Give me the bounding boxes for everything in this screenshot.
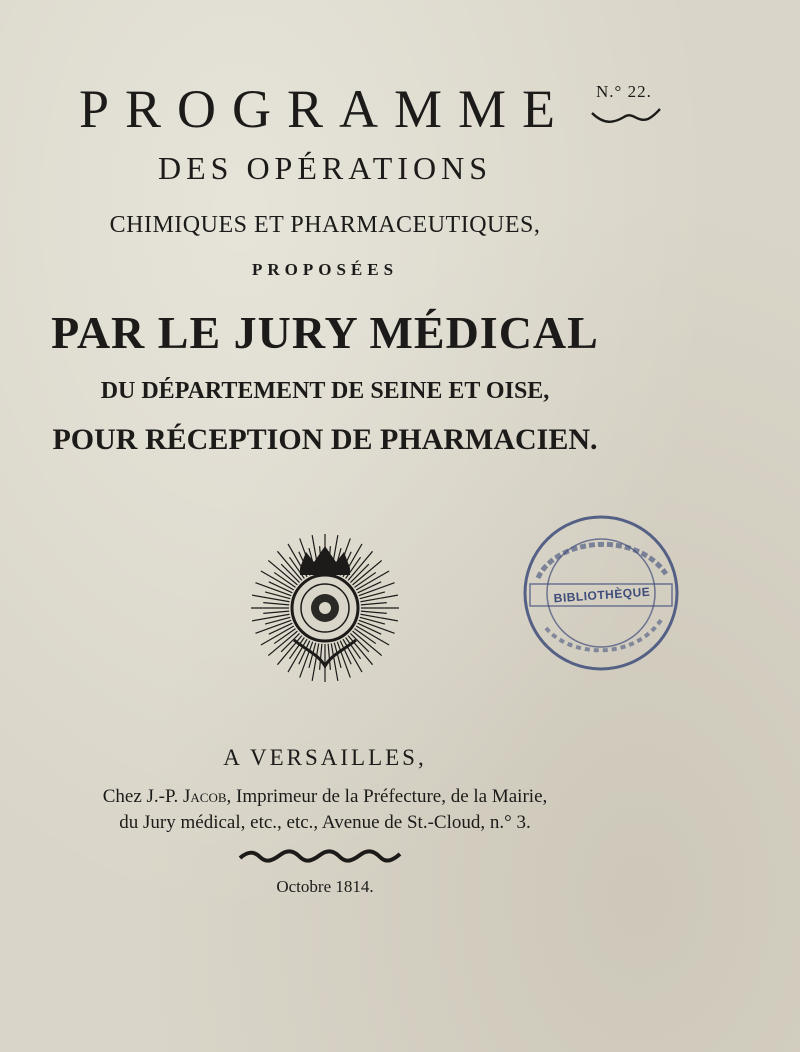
vignette-ray (263, 603, 289, 605)
vignette-ray (356, 626, 389, 645)
ornamental-rule (238, 849, 402, 863)
vignette-ray (277, 551, 301, 580)
imprint-date: Octobre 1814. (276, 877, 374, 896)
vignette-ray (331, 643, 338, 680)
vignette-ray (353, 631, 382, 655)
stamp-label: BIBLIOTHÈQUE (553, 584, 651, 606)
title-departement: DU DÉPARTEMENT DE SEINE ET OISE, (100, 378, 550, 404)
imprint-printer-line2: du Jury médical, etc., etc., Avenue de St.-Cloud, n.° 3. (119, 812, 531, 833)
document-number: N.° 22. (596, 82, 652, 101)
title-jury-medical: PAR LE JURY MÉDICAL (51, 307, 599, 358)
vignette-ray (261, 571, 294, 590)
title-reception: POUR RÉCEPTION DE PHARMACIEN. (52, 423, 598, 456)
number-flourish (590, 103, 662, 127)
vignette-ray (277, 636, 301, 665)
vignette-ray (252, 595, 289, 602)
title-proposees: PROPOSÉES (251, 260, 399, 279)
vignette-ray (348, 551, 372, 580)
vignette-ray (263, 611, 289, 613)
vignette-ray (361, 611, 387, 613)
vignette-ray (268, 560, 297, 584)
imprint-place: A VERSAILLES, (223, 745, 427, 770)
printer-rest: , Imprimeur de la Préfecture, de la Mairie, (226, 786, 548, 807)
vignette-ray (353, 560, 382, 584)
vignette-ray (268, 631, 297, 655)
vignette-ray (360, 595, 397, 602)
vignette-ray (348, 636, 372, 665)
title-programme: PROGRAMME (78, 79, 572, 139)
crown-medallion-vignette (248, 528, 402, 682)
printer-name: Jacob (182, 786, 227, 807)
vignette-ray (320, 644, 322, 670)
vignette-ray (252, 614, 289, 621)
imprint-printer-line1 (0, 786, 650, 808)
vignette-ray (360, 614, 397, 621)
printer-prefix: Chez J.-P. (102, 786, 183, 807)
vignette-ray (261, 626, 294, 645)
vignette-ray (312, 643, 319, 680)
vignette-ray (356, 571, 389, 590)
title-operations: DES OPÉRATIONS (157, 150, 493, 186)
title-chimiques: CHIMIQUES ET PHARMACEUTIQUES, (109, 212, 541, 238)
vignette-ray (361, 603, 387, 605)
vignette-ray (328, 644, 330, 670)
